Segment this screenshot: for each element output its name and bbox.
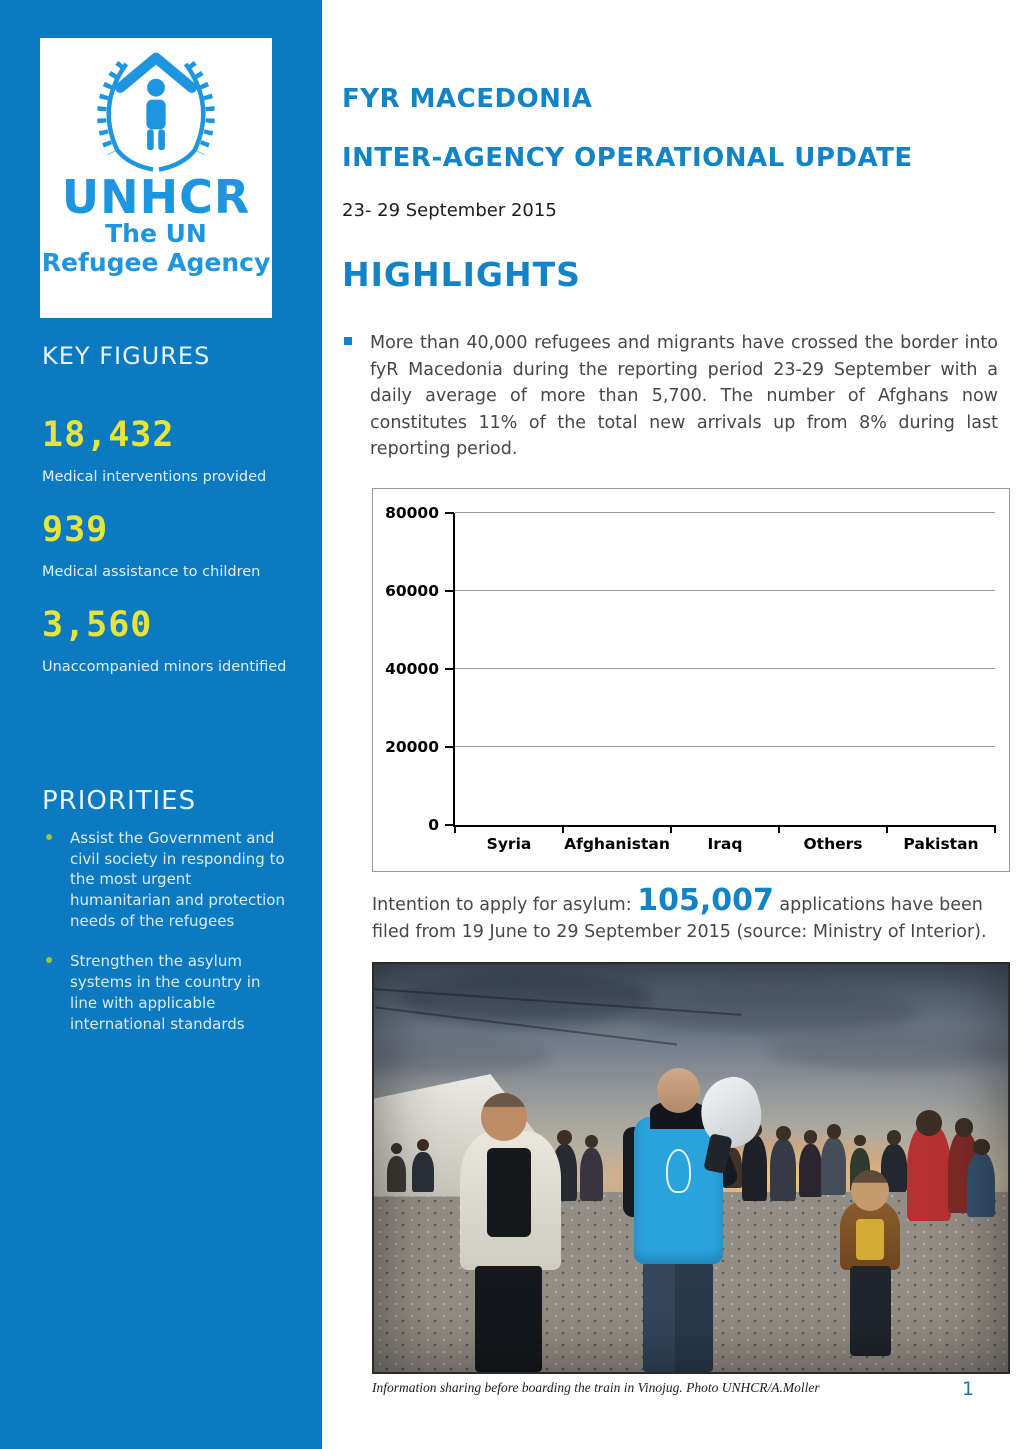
key-figure-value: 939: [42, 510, 109, 550]
x-axis-tick: [778, 825, 780, 833]
key-figure-medical-interventions: [42, 415, 266, 485]
y-axis-label: 80000: [385, 504, 439, 522]
photo-caption: Information sharing before boarding the train in Vinojug. Photo UNHCR/A.Moller: [372, 1380, 820, 1395]
photo-man-left-legs: [475, 1266, 542, 1372]
sidebar: [0, 0, 322, 1449]
priority-text: Assist the Government and civil society in responding to the most urgent humanitarian and protection needs of the refugees: [70, 829, 285, 930]
y-axis-label: 60000: [385, 582, 439, 600]
asylum-prefix: Intention to apply for asylum:: [372, 895, 638, 915]
highlight-bullet: [342, 330, 998, 463]
logo-tagline-2: Refugee Agency: [41, 247, 271, 277]
photo-crowd-figure: [742, 1135, 767, 1200]
key-figure-value: 3,560: [42, 605, 153, 645]
asylum-figure: 105,007: [637, 883, 774, 918]
unhcr-emblem-icon: [81, 46, 231, 174]
x-axis-tick: [886, 825, 888, 833]
key-figure-label: Unaccompanied minors identified: [42, 659, 287, 675]
photo-crowd-head: [827, 1124, 842, 1139]
report-title: INTER-AGENCY OPERATIONAL UPDATE: [342, 143, 913, 173]
key-figure-unaccompanied-minors: [42, 605, 286, 675]
date-range: 23- 29 September 2015: [342, 200, 557, 221]
priorities-heading: PRIORITIES: [42, 786, 197, 816]
priority-item: [42, 828, 292, 931]
chart-plot-area: [385, 504, 995, 853]
x-axis-tick: [670, 825, 672, 833]
y-axis-tick: [445, 590, 454, 592]
photo-crowd-head: [916, 1110, 942, 1136]
photo-crowd-figure: [770, 1139, 795, 1200]
bullet-dot-icon: [46, 957, 52, 963]
photo-crowd-head: [557, 1130, 572, 1145]
highlight-text: More than 40,000 refugees and migrants have crossed the border into fyR Macedonia during the reporting period 23-29 September with a daily average of more than 5,700. The number of Afghans now constitutes 11% of the total new arrivals up from 8% during last reporting period.: [370, 333, 998, 460]
key-figure-medical-assistance: [42, 510, 260, 580]
x-axis-label: Syria: [486, 835, 532, 853]
arrivals-bar-chart: [372, 488, 1010, 872]
key-figures-heading: KEY FIGURES: [42, 342, 211, 370]
priorities-list: [42, 828, 292, 1054]
photo-crowd-figure: [387, 1156, 406, 1193]
photo-crowd-figure: [821, 1137, 846, 1194]
main-content: [322, 0, 1024, 1449]
photo-crowd-head: [391, 1143, 402, 1154]
bullet-square-icon: [344, 337, 352, 345]
asylum-statement: [372, 883, 992, 946]
y-axis-tick: [445, 824, 454, 826]
country-title: FYR MACEDONIA: [342, 84, 593, 114]
photo-vest-emblem: [666, 1149, 691, 1193]
priority-item: [42, 951, 292, 1034]
photo-cloud: [767, 1029, 1010, 1070]
photo-crowd-head: [585, 1135, 598, 1148]
y-axis-tick: [445, 668, 454, 670]
unhcr-logo: [40, 38, 272, 318]
photo-crowd-head: [776, 1126, 791, 1141]
photo-child-head: [851, 1170, 889, 1211]
x-axis-tick: [454, 825, 456, 833]
x-axis-label: Pakistan: [903, 835, 979, 853]
photo-crowd-head: [804, 1130, 817, 1143]
key-figure-label: Medical assistance to children: [42, 564, 261, 580]
field-photo: [372, 962, 1010, 1374]
photo-child-shirt: [856, 1219, 885, 1260]
x-axis-label: Afghanistan: [564, 835, 670, 853]
key-figure-value: 18,432: [42, 415, 175, 455]
bullet-dot-icon: [46, 834, 52, 840]
photo-crowd-figure: [907, 1123, 951, 1221]
photo-crowd-figure: [799, 1144, 822, 1197]
chart-bars: [455, 513, 995, 825]
photo-unhcr-staff-legs: [643, 1262, 713, 1372]
asylum-suffix: applications have been filed from 19 June to 29 September 2015 (source: Ministry of Interior).: [372, 895, 987, 943]
photo-crowd-head: [955, 1118, 973, 1136]
photo-crowd-head: [973, 1139, 990, 1156]
x-axis-labels: [455, 835, 995, 853]
photo-crowd-head: [854, 1135, 866, 1147]
logo-acronym: UNHCR: [61, 170, 251, 224]
x-axis-tick: [562, 825, 564, 833]
photo-child-legs: [850, 1266, 891, 1356]
photo-crowd-figure: [580, 1148, 603, 1201]
y-axis-label: 0: [428, 816, 439, 834]
key-figure-label: Medical interventions provided: [42, 469, 267, 485]
photo-crowd-figure: [967, 1152, 996, 1217]
highlights-heading: HIGHLIGHTS: [342, 255, 581, 294]
photo-crowd-figure: [412, 1152, 434, 1193]
y-axis-label: 40000: [385, 660, 439, 678]
priority-text: Strengthen the asylum systems in the country in line with applicable international standards: [70, 952, 261, 1033]
y-axis-label: 20000: [385, 738, 439, 756]
photo-man-left-shirt: [487, 1148, 531, 1238]
y-axis-tick: [445, 746, 454, 748]
logo-tagline-1: The UN: [105, 219, 207, 248]
page-number: 1: [962, 1378, 975, 1400]
x-axis-label: Iraq: [707, 835, 743, 853]
x-axis-label: Others: [803, 835, 863, 853]
photo-unhcr-staff-head: [657, 1068, 700, 1113]
x-axis-tick: [994, 825, 996, 833]
y-axis-tick: [445, 512, 454, 514]
